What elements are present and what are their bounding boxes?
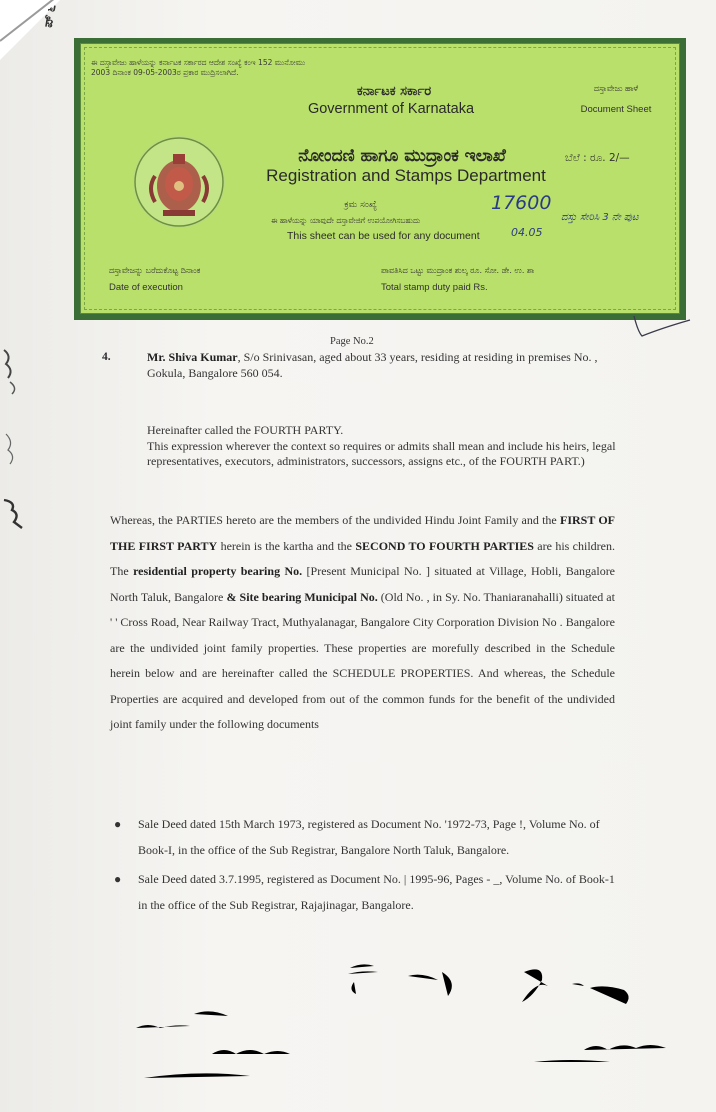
bullet-icon: ● [114,817,122,831]
party-name: Mr. Shiva Kumar [147,350,238,364]
document-sheet-kannada: ದಸ್ತಾವೇಜು ಹಾಳೆ [593,84,639,93]
recital-text-1: Whereas, the PARTIES hereto are the members of the undivided Hindu Joint Family and the [110,513,560,527]
documents-list [112,812,622,922]
recital-bold-3: residential property bearing No. [133,564,303,578]
sale-deed-1995: Sale Deed dated 3.7.1995, registered as Document No. | 1995-96, Pages - _, Volume No. of Book-1 in the office of the Sub Registrar, Rajajinagar, Bangalore. [138,872,615,912]
document-sheet-label: Document Sheet [580,104,652,115]
recital-text-5: (Old No. , in Sy. No. Thaniaranahalli) situated at ' ' Cross Road, Near Railway Tract, Muthyalanagar, Bangalore City Corporation Division No . Bangalore are the undivided joint family properties. These properties are morefully described in the Schedule herein below and are hereinafter called the SCHEDULE PROPERTIES. And whereas, the Schedule Properties are acquired and developed from out of the common funds for the benefit of the undivided joint family under the following documents [110,589,615,731]
hereinafter-title: Hereinafter called the FOURTH PARTY. [147,423,344,437]
stamp-paper-header [74,38,686,320]
stamp-duty-label-kannada: ಪಾವತಿಸಿದ ಒಟ್ಟು ಮುದ್ರಾಂಕ ಶುಲ್ಕ ರೂ. ಸೋ. ಡೇ. ಉ. ಶಾ [381,266,535,275]
execution-date-label: Date of execution [109,282,183,293]
department-title-kannada: ನೋಂದಣಿ ಹಾಗೂ ಮುದ್ರಾಂಕ ಇಲಾಖೆ [298,146,506,166]
fourth-party-clause [147,349,617,381]
recital-text-4: [Present Municipal No. ] situated at Village, Hobli, Bangalore North Taluk, Bangalore [110,564,616,604]
hereinafter-text: This expression wherever the context so requires or admits shall mean and include his heirs, legal representatives, executors, administrators, successors, assigns etc., of the FOURTH PART.) [147,438,616,468]
department-title: Registration and Stamps Department [266,166,546,185]
recital-text-3: are his children. The [110,538,615,578]
usage-note: This sheet can be used for any document [287,230,480,242]
bullet-icon: ● [114,872,122,886]
stamp-inner [80,43,680,314]
stamp-duty-label: Total stamp duty paid Rs. [381,282,488,293]
government-title: Government of Karnataka [307,101,475,117]
signature-bottom-left [120,1000,240,1040]
signature-bottom-right [530,1036,680,1076]
karnataka-emblem-icon [133,136,225,228]
fourth-party-definition [147,423,617,470]
signature-bottom-left-2 [140,1040,310,1090]
stamp-order-note: ಈ ದಸ್ತಾವೇಜು ಹಾಳೆಯನ್ನು ಕರ್ನಾಟಕ ಸರ್ಕಾರದ ಆದೇಶ ಸಂಖ್ಯೆ ಕಂಇ 152 ಮುನೋಮು 2003 ದಿನಾಂಕ 09-05-2003ರ ಪ್ರಕಾರ ಮುದ್ರಿಸಲಾಗಿದೆ. [91,58,306,77]
government-title-kannada: ಕರ್ನಾಟಕ ಸರ್ಕಾರ [356,84,432,99]
recital-paragraph [110,508,615,738]
list-item [112,867,622,918]
signature-right [514,962,644,1012]
signature-middle [342,958,472,1002]
binding-edge-marks [0,342,30,562]
handwritten-serial-number: 17600 [491,192,552,214]
corner-handwriting: ಪ್ ೬ [39,3,59,29]
recital-bold-1: FIRST OF THE FIRST PARTY [110,513,615,553]
party-number: 4. [102,351,111,363]
execution-date-label-kannada: ದಸ್ತಾವೇಜನ್ನು ಬರೆದುಕೊಟ್ಟ ದಿನಾಂಕ [109,266,201,275]
list-item [112,812,622,863]
party-details: , S/o Srinivasan, aged about 33 years, residing at residing in premises No. , Gokula, Bangalore 560 054. [147,350,598,380]
page-number: Page No.2 [330,336,374,347]
pen-tick-mark [632,312,692,342]
handwritten-page-note: ದಸ್ತು ಸೇರಿಸಿ 3 ನೇ ಪುಟ [561,212,639,223]
stamp-price: ಬೆಲೆ : ರೂ. 2/— [565,152,630,164]
serial-number-label: ಕ್ರಮ ಸಂಖ್ಯೆ [344,200,377,210]
sale-deed-1973: Sale Deed dated 15th March 1973, registered as Document No. '1972-73, Page !, Volume No. of Book-I, in the office of the Sub Registrar, Bangalore North Taluk, Bangalore. [138,817,600,857]
handwritten-date: 04.05 [511,226,543,239]
recital-bold-2: SECOND TO FOURTH PARTIES [355,538,534,553]
recital-bold-4: & Site bearing Municipal No. [226,589,378,604]
recital-text-2: herein is the kartha and the [217,538,356,553]
usage-note-kannada: ಈ ಹಾಳೆಯನ್ನು ಯಾವುದೇ ದಸ್ತಾವೇಜಿಗೆ ಉಪಯೋಗಿಸಬಹುದು [271,216,421,225]
